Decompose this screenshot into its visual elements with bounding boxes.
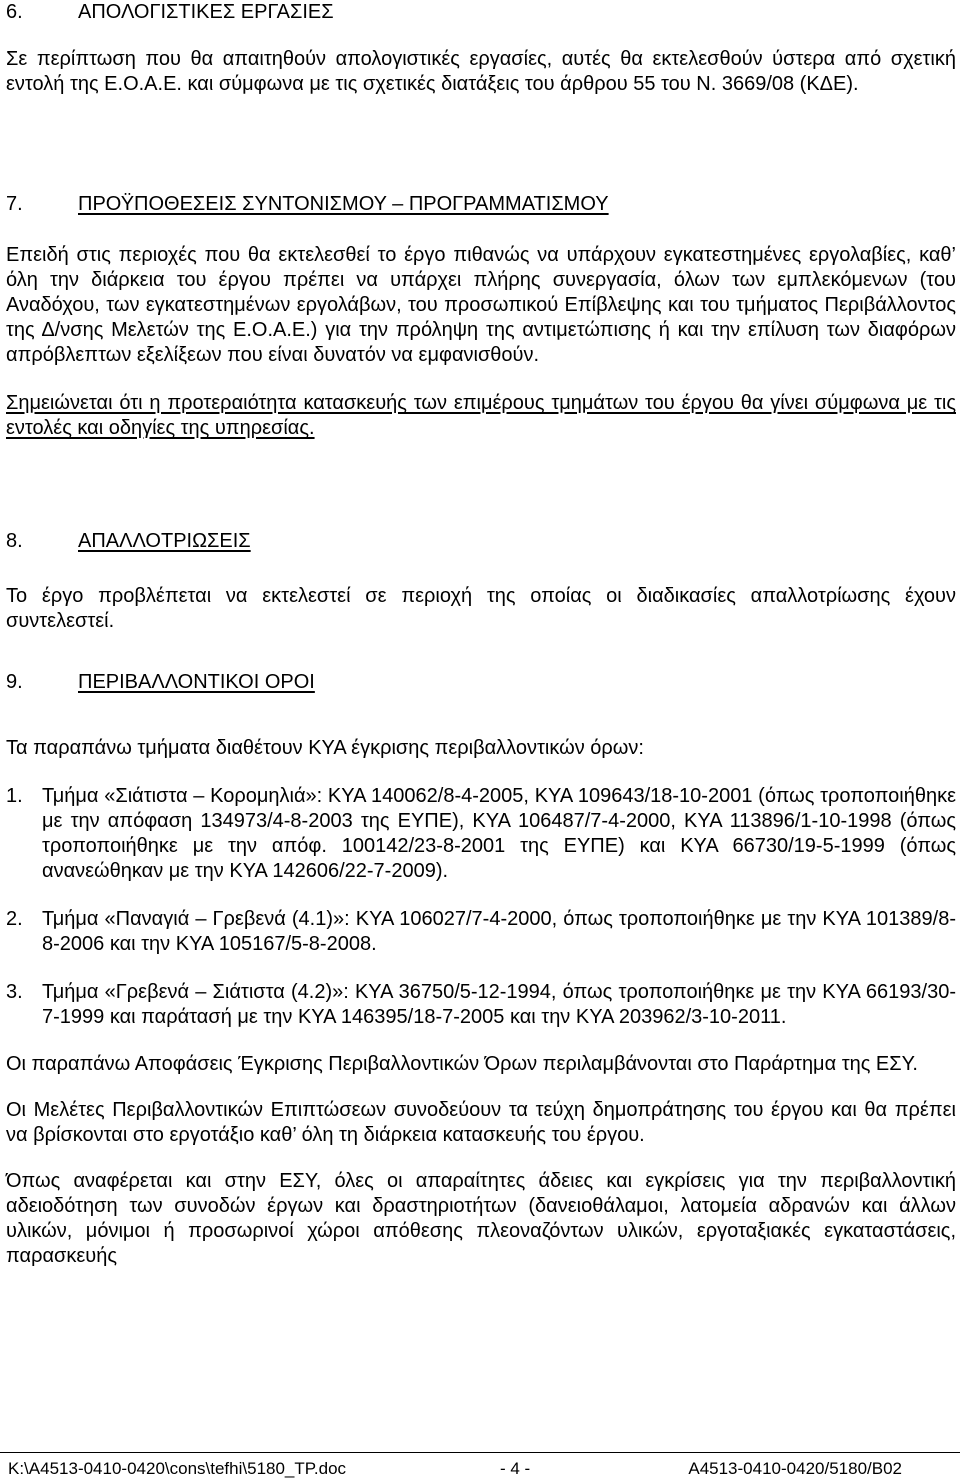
list-item (6, 907, 956, 957)
section-6-heading (6, 0, 956, 25)
section-8-body: Το έργο προβλέπεται να εκτελεστεί σε περιοχή της οποίας οι διαδικασίες απαλλοτρίωσης έχουν συντελεστεί. (6, 585, 956, 632)
section-9-paragraph-1: Οι παραπάνω Αποφάσεις Έγκρισης Περιβαλλοντικών Όρων περιλαμβάνονται στο Παράρτημα της ΕΣΥ. (6, 1053, 918, 1075)
list-item (6, 784, 956, 884)
section-7-heading (6, 192, 956, 217)
section-9-intro: Τα παραπάνω τμήματα διαθέτουν ΚΥΑ έγκρισης περιβαλλοντικών όρων: (6, 737, 644, 759)
section-6-body: Σε περίπτωση που θα απαιτηθούν απολογιστικές εργασίες, αυτές θα εκτελεσθούν ύστερα από σχετική εντολή της Ε.Ο.Α.Ε. και σύμφωνα με τις σχετικές διατάξεις του άρθρου 55 του Ν. 3669/08 (ΚΔΕ). (6, 48, 956, 95)
section-7-title: ΠΡΟΫΠΟΘΕΣΕΙΣ ΣΥΝΤΟΝΙΣΜΟΥ – ΠΡΟΓΡΑΜΜΑΤΙΣΜΟΥ (78, 193, 609, 215)
list-item-marker: 1. (6, 785, 23, 807)
section-9-number: 9. (6, 671, 23, 693)
section-9-heading (6, 670, 956, 695)
section-7-number: 7. (6, 193, 23, 215)
section-7 (6, 192, 956, 441)
section-6 (6, 0, 956, 97)
kya-list (6, 784, 956, 1030)
list-item-marker: 3. (6, 981, 23, 1003)
list-item (6, 980, 956, 1030)
section-8 (6, 529, 956, 634)
section-6-number: 6. (6, 1, 23, 23)
list-item-marker: 2. (6, 908, 23, 930)
section-8-heading (6, 529, 956, 554)
section-8-number: 8. (6, 530, 23, 552)
section-9 (6, 670, 956, 1269)
section-6-title: ΑΠΟΛΟΓΙΣΤΙΚΕΣ ΕΡΓΑΣΙΕΣ (78, 1, 334, 23)
section-7-note: Σημειώνεται ότι η προτεραιότητα κατασκευής των επιμέρους τμημάτων του έργου θα γίνει σύμφωνα με τις εντολές και οδηγίες της υπηρεσίας. (6, 392, 956, 439)
section-7-body: Επειδή στις περιοχές που θα εκτελεσθεί το έργο πιθανώς να υπάρχουν εγκατεστημένες εργολαβίες, καθ’ όλη την διάρκεια του έργου πρέπει να υπάρχει πλήρης συνεργασία, όλων των εμπλεκόμενων (του Αναδόχου, των εγκατεστημένων εργολάβων, του προσωπικού Επίβλεψης και του τμήματος Περιβάλλοντος της Δ/νσης Μελετών της Ε.Ο.Α.Ε.) για την πρόληψη της αντιμετώπισης ή και την επίλυση των διαφόρων απρόβλεπτων εξελίξεων που είναι δυνατόν να εμφανισθούν. (6, 244, 956, 366)
footer-document-code: A4513-0410-0420/5180/B02 (688, 1459, 902, 1478)
footer-file-path: K:\A4513-0410-0420\cons\tefhi\5180_TP.doc (8, 1459, 347, 1478)
section-8-title: ΑΠΑΛΛΟΤΡΙΩΣΕΙΣ (78, 530, 251, 552)
section-9-paragraph-2: Οι Μελέτες Περιβαλλοντικών Επιπτώσεων συνοδεύουν τα τεύχη δημοπράτησης του έργου και θα πρέπει να βρίσκονται στο εργοτάξιο καθ’ όλη τη διάρκεια κατασκευής του έργου. (6, 1099, 956, 1146)
footer-page-number: - 4 - (500, 1459, 531, 1478)
page-footer (0, 1452, 960, 1483)
list-item-text: Τμήμα «Παναγιά – Γρεβενά (4.1)»: ΚΥΑ 106027/7-4-2000, όπως τροποποιήθηκε με την ΚΥΑ 101389/8-8-2006 και την ΚΥΑ 105167/5-8-2008. (42, 908, 956, 955)
list-item-text: Τμήμα «Σιάτιστα – Κορομηλιά»: ΚΥΑ 140062/8-4-2005, ΚΥΑ 109643/18-10-2001 (όπως τροποποιήθηκε με την απόφαση 134973/4-8-2003 της ΕΥΠΕ), ΚΥΑ 106487/7-4-2000, ΚΥΑ 113896/1-10-1998 (όπως τροποποιήθηκε με την απόφ. 100142/23-8-2001 της ΕΥΠΕ) και ΚΥΑ 66730/19-5-1999 (όπως ανανεώθηκαν με την ΚΥΑ 142606/22-7-2009). (42, 785, 956, 882)
section-9-paragraph-3: Όπως αναφέρεται και στην ΕΣΥ, όλες οι απαραίτητες άδειες και εγκρίσεις για την περιβαλλοντική αδειοδότηση των συνοδών έργων και δραστηριοτήτων (δανειοθάλαμοι, λατομεία αδρανών και άλλων υλικών, μόνιμοι ή προσωρινοί χώροι απόθεσης πλεοναζόντων υλικών, εργοταξιακές εγκαταστάσεις, παρασκευής (6, 1170, 956, 1267)
list-item-text: Τμήμα «Γρεβενά – Σιάτιστα (4.2)»: ΚΥΑ 36750/5-12-1994, όπως τροποποιήθηκε με την ΚΥΑ 66193/30-7-1999 και παράτασή με την ΚΥΑ 146395/18-7-2005 και την ΚΥΑ 203962/3-10-2011. (42, 981, 956, 1028)
section-9-title: ΠΕΡΙΒΑΛΛΟΝΤΙΚΟΙ ΟΡΟΙ (78, 671, 315, 693)
